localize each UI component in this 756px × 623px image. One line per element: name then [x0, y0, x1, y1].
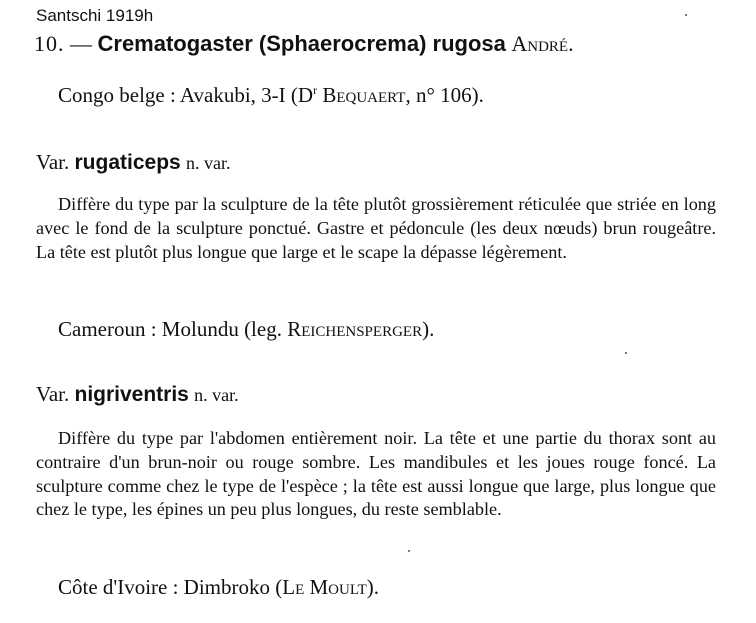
record-cote-divoire-suffix: ). [366, 575, 380, 599]
record-congo [58, 83, 484, 108]
record-cote-divoire-collector: Le Moult [282, 575, 367, 599]
scan-speck [625, 352, 627, 354]
var-status: n. var. [185, 153, 231, 173]
record-congo-collector: Bequaert [322, 83, 406, 107]
page-caption: Santschi 1919h [36, 6, 154, 25]
species-name: Crematogaster (Sphaerocrema) rugosa [97, 31, 506, 56]
record-congo-sup: r [313, 83, 318, 97]
record-cameroun-suffix: ). [422, 317, 435, 341]
record-cote-divoire [58, 575, 379, 600]
var-label: Var. [36, 382, 70, 406]
record-congo-prefix: Congo belge : Avakubi, 3-I (D [58, 83, 314, 107]
var-nigriventris-description: Diffère du type par l'abdomen entièrement noir. La tête et une partie du thorax sont au contraire d'un brun-noir ou rouge sombre. Les mandibules et les joues rouge foncé. La sculpture comme chez le type de l'espèce ; la tête est aussi longue que large, plus longue que chez le type, les épines un peu plus longues, du reste semblable. [36, 428, 716, 520]
species-author: André. [511, 31, 574, 56]
heading-dash: — [70, 31, 92, 56]
var-label: Var. [36, 150, 70, 174]
scan-speck [408, 550, 410, 552]
var-rugaticeps-heading [36, 150, 230, 175]
var-rugaticeps-name: rugaticeps [74, 151, 181, 174]
var-nigriventris-heading [36, 382, 239, 407]
record-cameroun-collector: Reichensperger [287, 317, 423, 341]
scan-speck [685, 14, 687, 16]
record-congo-suffix: , n° 106). [405, 83, 484, 107]
record-cameroun [58, 317, 434, 342]
var-nigriventris-name: nigriventris [74, 383, 189, 406]
record-cote-divoire-prefix: Côte d'Ivoire : Dimbroko ( [58, 575, 283, 599]
record-cameroun-prefix: Cameroun : Molundu (leg. [58, 317, 282, 341]
var-status: n. var. [194, 385, 239, 405]
species-number: 10. [34, 31, 65, 56]
var-rugaticeps-description: Diffère du type par la sculpture de la tête plutôt grossièrement réticulée que striée en long avec le fond de la sculpture ponctué. Gastre et pédoncule (les deux nœuds) brun rougeâtre. La tête est plutôt plus longue que large et le scape la dépasse légèrement. [36, 194, 716, 262]
species-heading [34, 31, 574, 57]
